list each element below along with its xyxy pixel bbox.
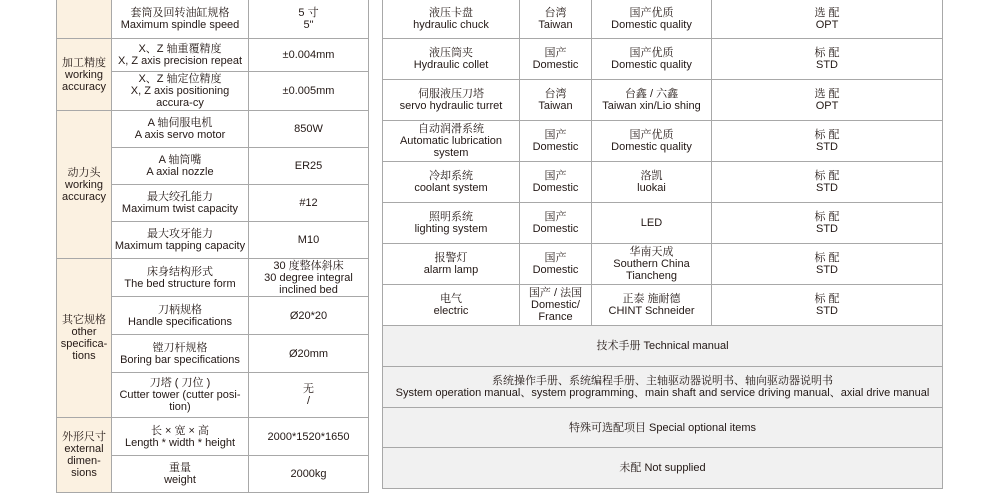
brand-cell: 国产优质 Domestic quality — [592, 39, 712, 80]
origin-cell: 台湾 Taiwan — [520, 80, 592, 121]
table-row — [383, 326, 943, 367]
machine-specs-table — [56, 0, 369, 493]
table-row — [383, 39, 943, 80]
spec-value: ER25 — [249, 148, 369, 185]
category-cell: 外形尺寸 external dimen-sions — [57, 418, 112, 493]
table-row — [383, 0, 943, 39]
item-cell: 液压筒夹 Hydraulic collet — [383, 39, 520, 80]
spec-label: A 轴伺服电机 A axis servo motor — [112, 111, 249, 148]
item-cell: 电气 electric — [383, 285, 520, 326]
spec-label: 最大绞孔能力 Maximum twist capacity — [112, 185, 249, 222]
spec-label: X、Z 轴定位精度 X, Z axis positioning accura-cy — [112, 72, 249, 111]
table-row — [57, 418, 369, 456]
config-cell: 标 配 STD — [712, 285, 943, 326]
table-row — [383, 367, 943, 408]
brand-cell: 华南天成 Southern China Tiancheng — [592, 244, 712, 285]
spec-value: M10 — [249, 222, 369, 259]
brand-cell: 国产优质 Domestic quality — [592, 121, 712, 162]
spec-value: 30 度整体斜床 30 degree integral inclined bed — [249, 259, 369, 297]
spec-label: 套筒及回转油缸规格 Maximum spindle speed — [112, 0, 249, 39]
table-row — [383, 121, 943, 162]
config-cell: 标 配 STD — [712, 162, 943, 203]
table-row — [383, 408, 943, 448]
spec-label: 镗刀杆规格 Boring bar specifications — [112, 335, 249, 373]
spec-label: 刀塔 ( 刀位 ) Cutter tower (cutter posi-tion) — [112, 373, 249, 418]
category-cell — [57, 0, 112, 39]
brand-cell: 台鑫 / 六鑫 Taiwan xin/Lio shing — [592, 80, 712, 121]
table-row — [57, 0, 369, 39]
spec-value: #12 — [249, 185, 369, 222]
item-cell: 报警灯 alarm lamp — [383, 244, 520, 285]
spec-value: 2000*1520*1650 — [249, 418, 369, 456]
origin-cell: 国产 Domestic — [520, 121, 592, 162]
origin-cell: 国产 Domestic — [520, 39, 592, 80]
optional-items-cell: 特殊可选配项目 Special optional items — [383, 408, 943, 448]
spec-value: 2000kg — [249, 456, 369, 493]
spec-label: X、Z 轴重覆精度 X, Z axis precision repeat — [112, 39, 249, 72]
table-row — [57, 111, 369, 148]
spec-label: 最大攻牙能力 Maximum tapping capacity — [112, 222, 249, 259]
table-row — [383, 162, 943, 203]
table-row — [383, 448, 943, 489]
brand-cell: 正泰 施耐德 CHINT Schneider — [592, 285, 712, 326]
spec-value: 无 / — [249, 373, 369, 418]
spec-value: ±0.005mm — [249, 72, 369, 111]
item-cell: 伺服液压刀塔 servo hydraulic turret — [383, 80, 520, 121]
item-cell: 液压卡盘 hydraulic chuck — [383, 0, 520, 39]
config-cell: 选 配 OPT — [712, 0, 943, 39]
category-cell: 其它规格 other specifica-tions — [57, 259, 112, 418]
category-cell: 加工精度 working accuracy — [57, 39, 112, 111]
brand-cell: 国产优质 Domestic quality — [592, 0, 712, 39]
spec-value: 5 寸 5" — [249, 0, 369, 39]
table-row — [383, 203, 943, 244]
origin-cell: 国产 Domestic — [520, 244, 592, 285]
config-cell: 选 配 OPT — [712, 80, 943, 121]
spec-label: 长 × 宽 × 高 Length * width * height — [112, 418, 249, 456]
origin-cell: 国产 / 法国 Domestic/ France — [520, 285, 592, 326]
item-cell: 照明系统 lighting system — [383, 203, 520, 244]
config-cell: 标 配 STD — [712, 121, 943, 162]
table-row — [383, 285, 943, 326]
brand-cell: LED — [592, 203, 712, 244]
config-cell: 标 配 STD — [712, 39, 943, 80]
spec-label: 重量 weight — [112, 456, 249, 493]
brand-cell: 洛凯 luokai — [592, 162, 712, 203]
spec-label: 刀柄规格 Handle specifications — [112, 297, 249, 335]
not-supplied-cell: 未配 Not supplied — [383, 448, 943, 489]
spec-label: 床身结构形式 The bed structure form — [112, 259, 249, 297]
manuals-list-cell: 系统操作手册、系统编程手册、主轴驱动器说明书、轴向驱动器说明书 System operation manual、system programming、main shaft and service driving manual、axial drive manual — [383, 367, 943, 408]
spec-value: ±0.004mm — [249, 39, 369, 72]
spec-label: A 轴筒嘴 A axial nozzle — [112, 148, 249, 185]
spec-value: Ø20*20 — [249, 297, 369, 335]
category-cell: 动力头 working accuracy — [57, 111, 112, 259]
origin-cell: 台湾 Taiwan — [520, 0, 592, 39]
table-row — [383, 80, 943, 121]
spec-value: Ø20mm — [249, 335, 369, 373]
technical-manual-cell: 技术手册 Technical manual — [383, 326, 943, 367]
config-cell: 标 配 STD — [712, 244, 943, 285]
table-row — [57, 259, 369, 297]
configuration-table — [382, 0, 943, 489]
origin-cell: 国产 Domestic — [520, 203, 592, 244]
origin-cell: 国产 Domestic — [520, 162, 592, 203]
item-cell: 冷却系统 coolant system — [383, 162, 520, 203]
spec-value: 850W — [249, 111, 369, 148]
config-cell: 标 配 STD — [712, 203, 943, 244]
table-row — [383, 244, 943, 285]
item-cell: 自动润滑系统 Automatic lubrication system — [383, 121, 520, 162]
table-row — [57, 39, 369, 72]
